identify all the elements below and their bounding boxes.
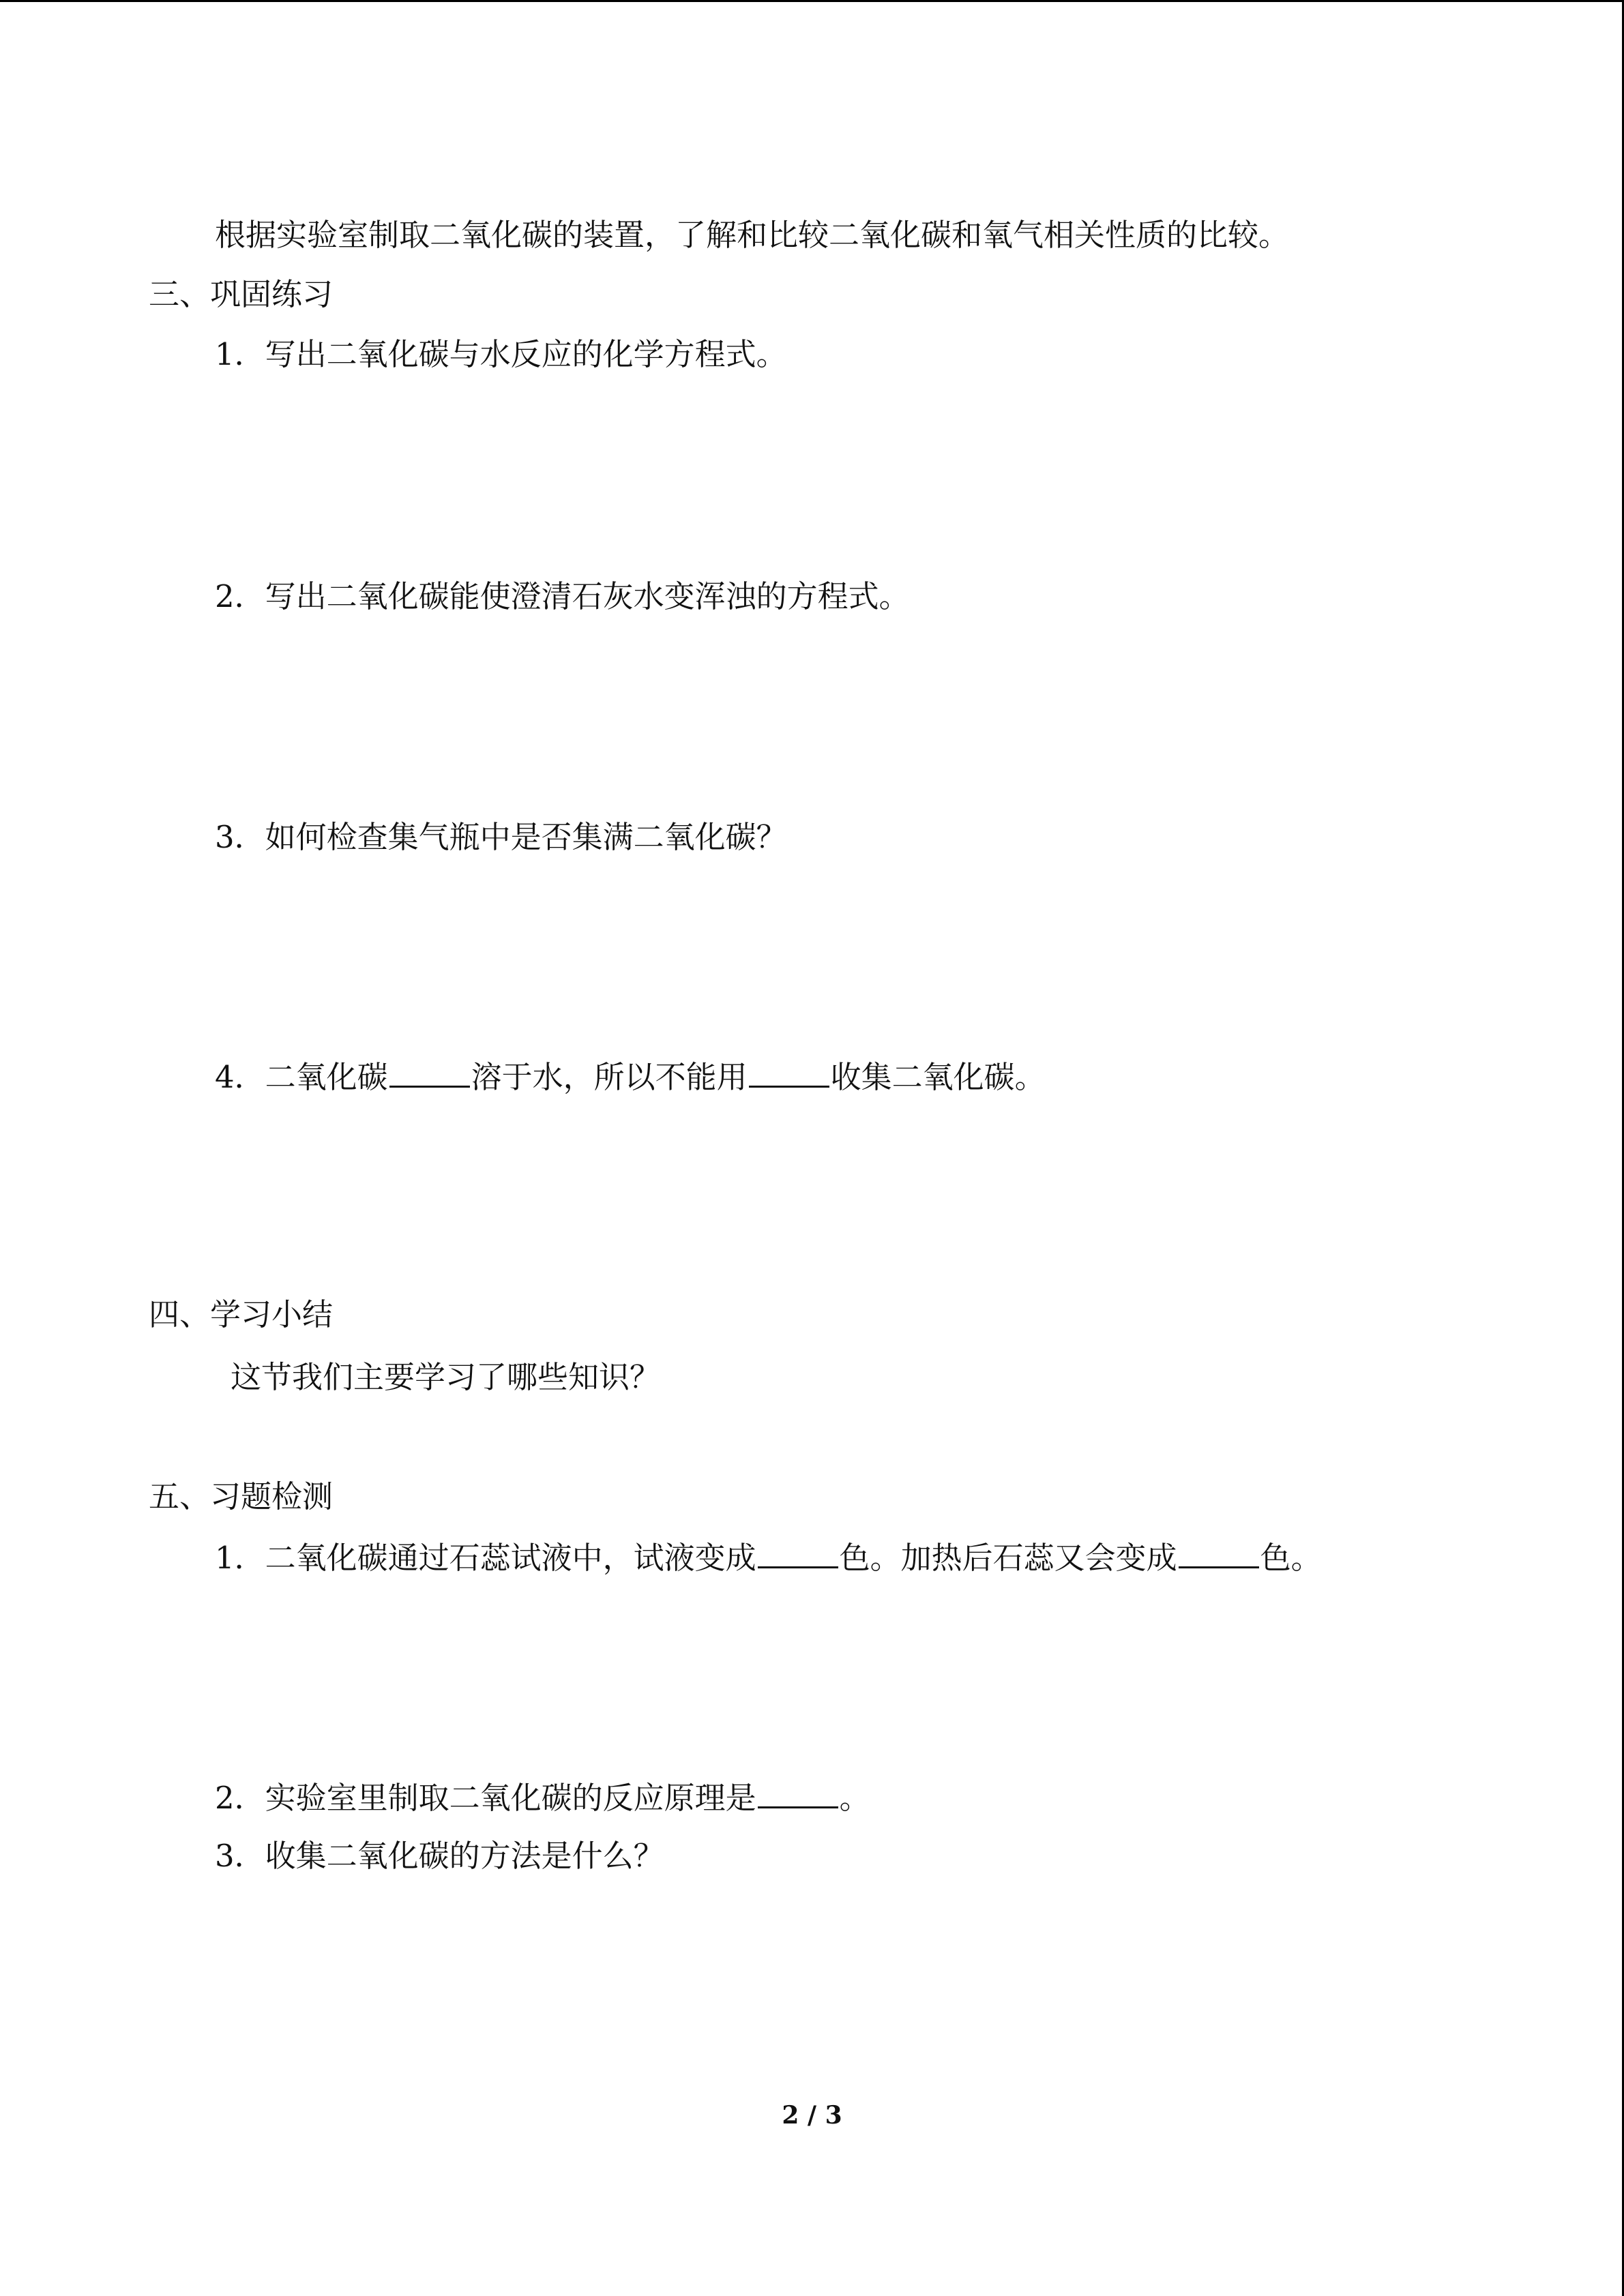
answer-blank[interactable] [758, 1776, 838, 1808]
section-3-question-4-text-b: 溶于水，所以不能用 [471, 1059, 748, 1095]
section-5-title: 五、习题检测 [149, 1478, 334, 1515]
section-5-question-1-text-c: 色。 [1260, 1540, 1322, 1576]
section-5-question-3: 3．收集二氧化碳的方法是什么？ [215, 1838, 664, 1874]
section-3-question-3: 3．如何检查集气瓶中是否集满二氧化碳？ [215, 819, 787, 855]
section-5-question-2 [215, 1776, 870, 1819]
section-4-title: 四、学习小结 [149, 1296, 334, 1332]
section-3-question-4-text-a: 4．二氧化碳 [215, 1059, 388, 1095]
section-3-question-4-text-c: 收集二氧化碳。 [830, 1059, 1046, 1095]
section-3-question-2: 2．写出二氧化碳能使澄清石灰水变浑浊的方程式。 [215, 578, 910, 614]
answer-blank[interactable] [749, 1056, 829, 1088]
answer-blank[interactable] [1179, 1536, 1259, 1568]
page-border-top [0, 0, 1624, 2]
section-5-question-2-text-a: 2．实验室里制取二氧化碳的反应原理是 [215, 1780, 756, 1816]
section-5-question-1-text-b: 色。加热后石蕊又会变成 [839, 1540, 1177, 1576]
section-3-title: 三、巩固练习 [149, 276, 334, 312]
section-5-question-1 [215, 1536, 1322, 1579]
section-4-prompt: 这节我们主要学习了哪些知识？ [231, 1359, 661, 1395]
intro-paragraph: 根据实验室制取二氧化碳的装置，了解和比较二氧化碳和氧气相关性质的比较。 [215, 217, 1290, 253]
answer-blank[interactable] [758, 1536, 838, 1568]
section-5-question-2-text-b: 。 [839, 1780, 870, 1816]
page-number: 2 / 3 [782, 2101, 842, 2130]
section-3-question-1: 1．写出二氧化碳与水反应的化学方程式。 [215, 336, 787, 372]
section-5-question-1-text-a: 1．二氧化碳通过石蕊试液中，试液变成 [215, 1540, 756, 1576]
answer-blank[interactable] [389, 1056, 470, 1088]
section-3-question-4 [215, 1056, 1046, 1098]
